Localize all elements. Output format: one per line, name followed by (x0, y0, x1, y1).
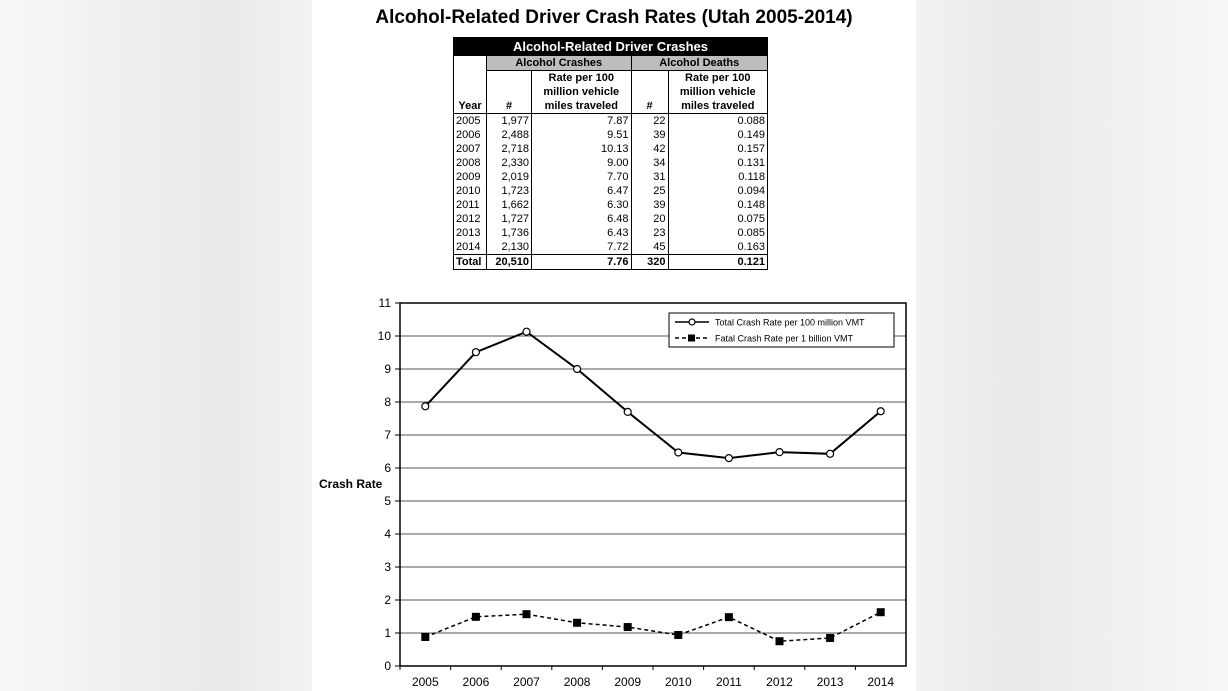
y-tick-label: 3 (384, 560, 391, 574)
cell-deaths: 25 (631, 184, 668, 198)
cell-year: 2005 (454, 114, 487, 129)
cell-crash-rate: 7.70 (532, 170, 632, 184)
cell-crashes: 2,330 (487, 156, 532, 170)
data-point-circle (523, 328, 530, 335)
data-point-square (573, 619, 581, 627)
cell-crash-rate: 6.47 (532, 184, 632, 198)
group-deaths-header: Alcohol Deaths (631, 56, 768, 71)
x-tick-label: 2005 (411, 675, 439, 689)
y-tick-label: 0 (384, 659, 391, 673)
y-tick-label: 11 (378, 296, 391, 310)
table-row (454, 170, 768, 184)
cell-crashes: 1,727 (487, 212, 532, 226)
cell-year: 2008 (454, 156, 487, 170)
y-tick-label: 8 (384, 395, 391, 409)
x-tick-label: 2013 (816, 675, 844, 689)
data-point-square (826, 634, 834, 642)
cell-deaths: 22 (631, 114, 668, 129)
table-row (454, 240, 768, 255)
cell-death-rate: 0.157 (668, 142, 768, 156)
y-tick-label: 5 (384, 494, 391, 508)
table-banner: Alcohol-Related Driver Crashes (454, 38, 768, 56)
cell-crashes: 2,019 (487, 170, 532, 184)
data-point-square (725, 613, 733, 621)
y-axis-label: Crash Rate (319, 477, 383, 491)
data-point-circle (472, 349, 479, 356)
cell-crashes: 1,662 (487, 198, 532, 212)
cell-deaths: 34 (631, 156, 668, 170)
col-crash-rate-header: Rate per 100 million vehicle miles traveled (532, 71, 632, 114)
cell-death-rate: 0.131 (668, 156, 768, 170)
cell-crashes: 1,723 (487, 184, 532, 198)
cell-deaths: 39 (631, 128, 668, 142)
cell-death-rate: 0.148 (668, 198, 768, 212)
cell-death-rate: 0.094 (668, 184, 768, 198)
series-line (425, 332, 880, 458)
col-year-header: Year (454, 56, 487, 114)
x-tick-label: 2007 (513, 675, 540, 689)
x-tick-label: 2012 (766, 675, 793, 689)
cell-year: 2012 (454, 212, 487, 226)
table-row (454, 128, 768, 142)
y-tick-label: 10 (377, 329, 391, 343)
x-tick-label: 2014 (867, 675, 895, 689)
cell-crashes: 1,977 (487, 114, 532, 129)
table-row (454, 184, 768, 198)
x-tick-label: 2010 (664, 675, 692, 689)
y-tick-label: 4 (384, 527, 391, 541)
data-point-square (523, 610, 531, 618)
data-point-circle (574, 366, 581, 373)
legend-marker (688, 335, 695, 342)
col-death-count-header: # (631, 71, 668, 114)
cell-year: 2013 (454, 226, 487, 240)
data-point-circle (422, 403, 429, 410)
data-point-square (877, 608, 885, 616)
cell-crash-rate: 7.72 (532, 240, 632, 255)
cell-crashes: 2,130 (487, 240, 532, 255)
table-total-row (454, 255, 768, 270)
x-tick-label: 2006 (462, 675, 490, 689)
col-crash-count-header: # (487, 71, 532, 114)
cell-death-rate: 0.075 (668, 212, 768, 226)
cell-crashes: 2,488 (487, 128, 532, 142)
cell-crash-rate: 6.43 (532, 226, 632, 240)
right-background (916, 0, 1228, 691)
cell-deaths: 45 (631, 240, 668, 255)
col-death-rate-header: Rate per 100 million vehicle miles traveled (668, 71, 768, 114)
data-point-square (624, 623, 632, 631)
crash-table (453, 37, 768, 270)
cell-crash-rate: 6.30 (532, 198, 632, 212)
cell-deaths-total: 320 (631, 255, 668, 270)
cell-year-total: Total (454, 255, 487, 270)
data-point-square (421, 633, 429, 641)
data-point-square (776, 637, 784, 645)
data-point-square (674, 631, 682, 639)
data-point-circle (827, 450, 834, 457)
data-point-circle (675, 449, 682, 456)
cell-crashes-total: 20,510 (487, 255, 532, 270)
cell-crash-rate: 10.13 (532, 142, 632, 156)
cell-crash-rate-total: 7.76 (532, 255, 632, 270)
page-title: Alcohol-Related Driver Crash Rates (Utah 2005-2014) (375, 7, 853, 28)
data-point-circle (776, 449, 783, 456)
y-tick-label: 7 (384, 428, 391, 442)
cell-crash-rate: 7.87 (532, 114, 632, 129)
plot-area (400, 303, 906, 666)
data-point-circle (624, 408, 631, 415)
cell-deaths: 42 (631, 142, 668, 156)
cell-year: 2014 (454, 240, 487, 255)
x-tick-label: 2011 (715, 675, 742, 689)
cell-year: 2009 (454, 170, 487, 184)
y-tick-label: 2 (384, 593, 391, 607)
data-point-square (472, 613, 480, 621)
cell-death-rate: 0.149 (668, 128, 768, 142)
crash-rate-chart (312, 296, 916, 691)
cell-deaths: 31 (631, 170, 668, 184)
document-page (312, 0, 916, 691)
cell-year: 2007 (454, 142, 487, 156)
cell-deaths: 20 (631, 212, 668, 226)
series-line (425, 612, 880, 641)
table-row (454, 156, 768, 170)
table-row (454, 114, 768, 129)
cell-year: 2010 (454, 184, 487, 198)
cell-crash-rate: 9.51 (532, 128, 632, 142)
cell-death-rate: 0.088 (668, 114, 768, 129)
legend-label: Total Crash Rate per 100 million VMT (715, 317, 865, 328)
group-crashes-header: Alcohol Crashes (487, 56, 632, 71)
x-tick-label: 2009 (614, 675, 642, 689)
table-row (454, 198, 768, 212)
cell-deaths: 39 (631, 198, 668, 212)
x-tick-label: 2008 (563, 675, 591, 689)
cell-deaths: 23 (631, 226, 668, 240)
y-tick-label: 6 (384, 461, 391, 475)
cell-crashes: 1,736 (487, 226, 532, 240)
legend-label: Fatal Crash Rate per 1 billion VMT (715, 333, 854, 344)
cell-crash-rate: 6.48 (532, 212, 632, 226)
left-background (0, 0, 312, 691)
table-row (454, 142, 768, 156)
table-row (454, 212, 768, 226)
data-point-circle (725, 455, 732, 462)
cell-death-rate: 0.118 (668, 170, 768, 184)
cell-year: 2011 (454, 198, 487, 212)
cell-year: 2006 (454, 128, 487, 142)
legend-marker (689, 319, 695, 325)
data-point-circle (877, 408, 884, 415)
cell-crashes: 2,718 (487, 142, 532, 156)
cell-death-rate: 0.163 (668, 240, 768, 255)
cell-death-rate-total: 0.121 (668, 255, 768, 270)
cell-death-rate: 0.085 (668, 226, 768, 240)
table-row (454, 226, 768, 240)
y-tick-label: 1 (384, 626, 391, 640)
cell-crash-rate: 9.00 (532, 156, 632, 170)
y-tick-label: 9 (384, 362, 391, 376)
